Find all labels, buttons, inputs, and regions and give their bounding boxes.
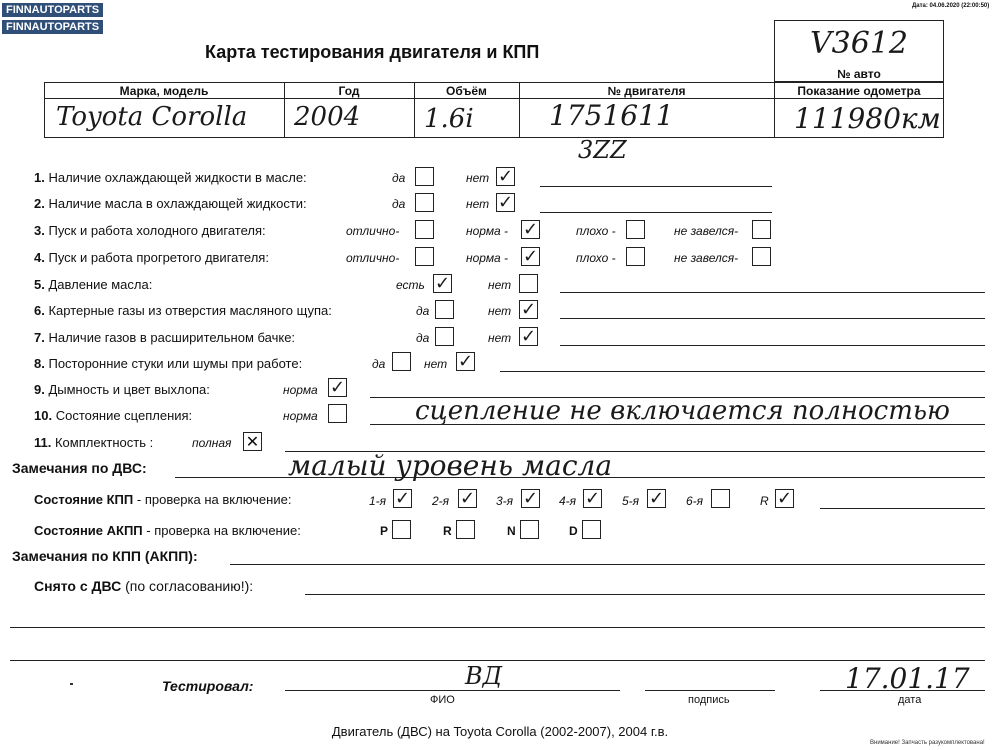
item-8-no-label: нет [424,357,448,371]
item-8-yes-box[interactable] [392,352,411,371]
item-1: 1. Наличие охлаждающей жидкости в масле: [34,170,307,185]
item-10-normal-label: норма [283,409,318,423]
item-7-no-label: нет [488,331,512,345]
gear-1-box[interactable]: ✓ [394,488,411,509]
item-3-bad-label: плохо - [576,224,616,238]
gear-3-label: 3-я [496,494,514,508]
item-8-yes-label: да [372,357,386,371]
header-odometer: Показание одометра [797,84,921,98]
dvs-remarks-label: Замечания по ДВС: [12,460,147,476]
item-11-full-box[interactable]: ✕ [243,432,262,451]
item-11: 11. Комплектность : [34,435,154,450]
item-3-normal-box[interactable]: ✓ [522,219,539,240]
info-table [44,67,956,139]
model-value: Toyota Corolla [56,102,248,132]
car-number-value: V3612 [809,26,908,61]
item-2-yes-box[interactable] [415,193,434,212]
akpp-d-box[interactable] [582,520,601,539]
dvs-remarks-value: малый уровень масла [288,449,613,482]
akpp-n-label: N [507,524,516,538]
akpp-state-row: Состояние АКПП - проверка на включение: [34,523,301,538]
gear-r-box[interactable]: ✓ [776,488,793,509]
item-2: 2. Наличие масла в охлаждающей жидкости: [34,196,307,211]
date-stamp: Дата: 04.06.2020 (22:00:50) [912,3,990,9]
sig-date-label: дата [898,694,922,706]
item-7: 7. Наличие газов в расширительном бачке: [34,330,296,345]
item-2-no-label: нет [466,197,490,211]
item-4-not-started-label: не завелся- [674,251,739,265]
item-1-yes-box[interactable] [415,167,434,186]
item-5-no-box[interactable] [519,274,538,293]
removed-row: Снято с ДВС (по согласованию!): [34,578,254,594]
item-3-not-started-label: не завелся- [674,224,739,238]
odometer-value: 111980км [794,102,941,135]
watermark-logo: FINNAUTOPARTS [2,3,103,17]
gear-4-box[interactable]: ✓ [584,488,601,509]
gear-5-label: 5-я [622,494,640,508]
akpp-n-box[interactable] [520,520,539,539]
tested-label: Тестировал: [162,678,254,694]
gear-1-label: 1-я [369,494,387,508]
item-3-excellent-box[interactable] [415,220,434,239]
item-5-present-label: есть [396,278,425,292]
item-11-full-label: полная [192,436,232,450]
watermark-logo-2: FINNAUTOPARTS [2,20,103,34]
item-3-bad-box[interactable] [626,220,645,239]
item-6-no-box[interactable]: ✓ [520,299,537,320]
item-4-bad-box[interactable] [626,247,645,266]
item-8: 8. Посторонние стуки или шумы при работе: [34,356,303,371]
test-date: 17.01.17 [845,662,970,695]
item-6: 6. Картерные газы из отверстия масляного щупа: [34,303,332,318]
item-5-no-label: нет [488,278,512,292]
item-4-excellent-label: отлично- [346,251,400,265]
image-caption: Двигатель (ДВС) на Toyota Corolla (2002-2007), 2004 г.в. [331,724,669,739]
engine-code-value: 3ZZ [578,136,627,164]
item-4-excellent-box[interactable] [415,247,434,266]
gear-6-label: 6-я [686,494,704,508]
gear-4-label: 4-я [559,494,577,508]
header-engine-no: № двигателя [607,84,686,98]
item-5: 5. Давление масла: [34,277,153,292]
item-3-normal-label: норма - [466,224,509,238]
header-year: Год [338,84,360,98]
item-3: 3. Пуск и работа холодного двигателя: [34,223,266,238]
item-6-yes-label: да [416,304,430,318]
gear-r-label: R [760,494,769,508]
item-10-normal-box[interactable] [328,404,347,423]
item-9: 9. Дымность и цвет выхлопа: [34,382,210,397]
item-5-present-box[interactable]: ✓ [434,273,451,294]
item-6-yes-box[interactable] [435,300,454,319]
header-volume: Объём [446,84,487,98]
item-7-yes-box[interactable] [435,327,454,346]
item-7-no-box[interactable]: ✓ [520,326,537,347]
akpp-p-label: P [380,524,389,538]
item-10: 10. Состояние сцепления: [34,408,193,423]
item-1-no-box[interactable]: ✓ [497,166,514,187]
item-2-no-box[interactable]: ✓ [497,192,514,213]
item-1-yes-label: да [392,171,406,185]
item-9-normal-box[interactable]: ✓ [329,377,346,398]
item-8-no-box[interactable]: ✓ [457,351,474,372]
year-value: 2004 [294,102,361,132]
gear-3-box[interactable]: ✓ [522,488,539,509]
item-4-bad-label: плохо - [576,251,616,265]
item-2-yes-label: да [392,197,406,211]
kpp-state-row: Состояние КПП - проверка на включение: [34,492,292,507]
header-model: Марка, модель [119,84,209,98]
page-title: Карта тестирования двигателя и КПП [205,42,540,62]
item-3-not-started-box[interactable] [752,220,771,239]
item-3-excellent-label: отлично- [346,224,400,238]
item-4-normal-label: норма - [466,251,509,265]
item-6-no-label: нет [488,304,512,318]
item-7-yes-label: да [416,331,430,345]
item-4: 4. Пуск и работа прогретого двигателя: [34,250,269,265]
akpp-d-label: D [569,524,578,538]
item-4-normal-box[interactable]: ✓ [522,246,539,267]
volume-value: 1.6i [424,104,474,134]
item-1-no-label: нет [466,171,490,185]
gear-6-box[interactable] [711,489,730,508]
gear-2-label: 2-я [432,494,450,508]
akpp-r-label: R [443,524,452,538]
clutch-note: сцепление не включается полностью [415,396,950,426]
header-car-no: № авто [774,67,944,82]
akpp-p-box[interactable] [392,520,411,539]
car-number-box [774,20,944,68]
gear-2-box[interactable]: ✓ [459,488,476,509]
corner-note: Внимание! Запчасть разукомплектована! [870,740,985,746]
kpp-remarks-label: Замечания по КПП (АКПП): [12,548,198,564]
akpp-r-box[interactable] [456,520,475,539]
gear-5-box[interactable]: ✓ [648,488,665,509]
item-4-not-started-box[interactable] [752,247,771,266]
tester-initials: ВД [465,662,503,690]
sig-fio-label: ФИО [430,694,455,706]
item-9-normal-label: норма [283,383,318,397]
sig-sign-label: подпись [688,694,730,706]
engine-no-value: 1751611 [549,99,674,132]
